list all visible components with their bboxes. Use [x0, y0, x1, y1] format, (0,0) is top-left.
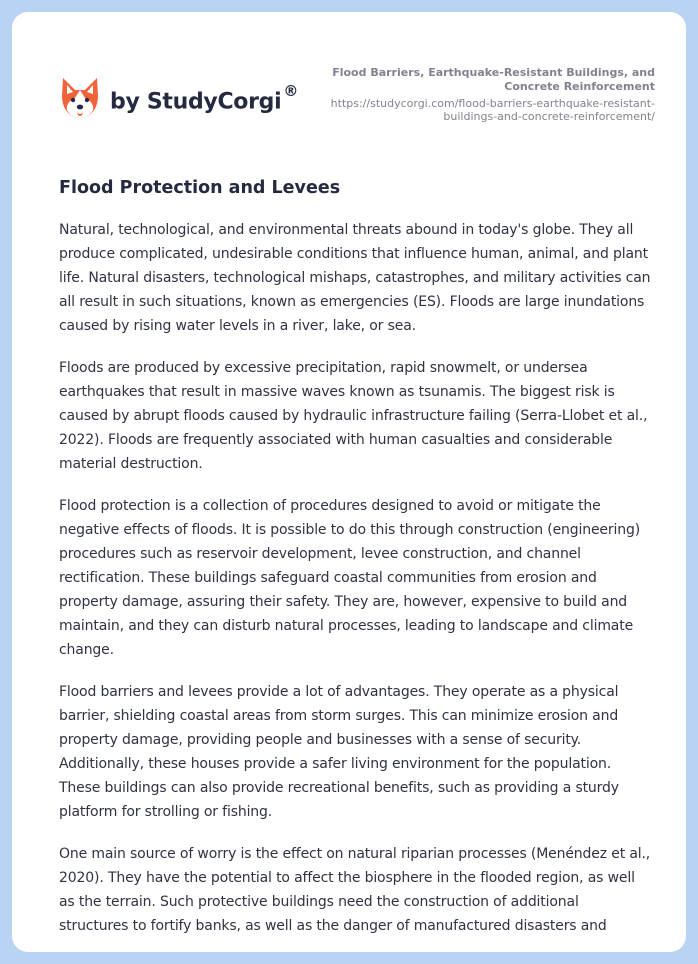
paragraph: Natural, technological, and environmental threats abound in today's globe. They all produce complicated, undesirable conditions that influence human, animal, and plant life. Natural disasters, technological mishaps, catastrophes, and military activities can all result in such situations, known as emergencies (ES). Floods are large inundations caused by rising water levels in a river, lake, or sea. — [59, 222, 651, 334]
registered-mark: ® — [283, 81, 299, 100]
document-page — [12, 12, 686, 952]
studycorgi-logo[interactable] — [60, 76, 298, 120]
paragraph: Floods are produced by excessive precipitation, rapid snowmelt, or undersea earthquakes that result in massive waves known as tsunamis. The biggest risk is caused by abrupt floods caused by hydraulic infrastructure failing (Serra-Llobet et al., 2022). Floods are frequently associated with human casualties and considerable material destruction. — [59, 360, 648, 472]
article-heading: Flood Protection and Levees — [59, 178, 341, 198]
corgi-icon — [60, 76, 100, 120]
paragraph: Flood barriers and levees provide a lot of advantages. They operate as a physical barrier, shielding coastal areas from storm surges. This can minimize erosion and property damage, providing people and businesses with a sense of security. Additionally, these houses provide a safer living environment for the population. These buildings can also provide recreational benefits, such as providing a sturdy platform for strolling or fishing. — [59, 684, 619, 820]
document-title: Flood Barriers, Earthquake-Resistant Buildings, and Concrete Reinforcement — [332, 66, 655, 93]
brand-name: by StudyCorgi ® — [110, 81, 299, 115]
page-header — [12, 12, 686, 152]
article-body — [59, 175, 651, 952]
document-meta — [295, 66, 655, 123]
document-url[interactable]: https://studycorgi.com/flood-barriers-earthquake-resistant-buildings-and-concrete-reinforcement/ — [330, 97, 655, 123]
paragraph: Flood protection is a collection of procedures designed to avoid or mitigate the negative effects of floods. It is possible to do this through construction (engineering) procedures such as reservoir development, levee construction, and channel rectification. These buildings safeguard coastal communities from erosion and property damage, assuring their safety. They are, however, expensive to build and maintain, and they can disturb natural processes, leading to landscape and climate change. — [59, 498, 641, 658]
paragraph: One main source of worry is the effect on natural riparian processes (Menéndez et al., 2020). They have the potential to affect the biosphere in the flooded region, as well as the terrain. Such protective buildings need the construction of additional structures to fortify banks, as well as the danger of manufactured disasters and — [59, 846, 651, 934]
